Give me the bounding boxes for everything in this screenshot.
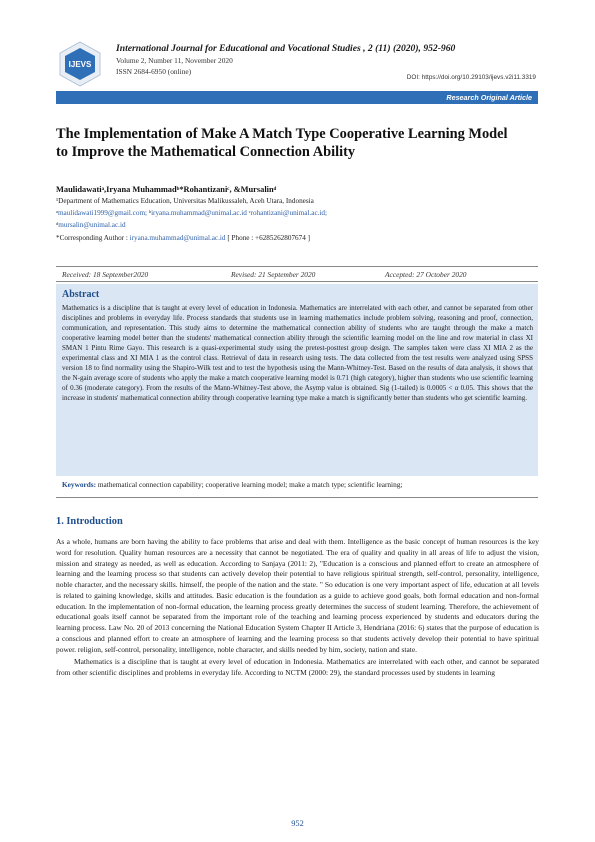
affiliation: ¹Department of Mathematics Education, Universitas Malikussaleh, Aceh Utara, Indonesia	[56, 197, 314, 205]
divider-dates	[56, 281, 538, 282]
email-c-marker: ᶜ	[246, 209, 251, 217]
paper-title-line-1: The Implementation of Make A Match Type Cooperative Learning Model	[56, 126, 508, 142]
corresponding-author	[56, 234, 310, 242]
email-a-link[interactable]: maulidawati1999@gmail.com;	[57, 209, 148, 217]
keywords	[62, 480, 533, 489]
abstract-text: Mathematics is a discipline that is taught at every level of education in Indonesia. Mathematics are interrelated with each other, and cannot be separated from other disciplines and problems in everyday life. Process standards that students use in learning mathematics include problem solving, reasoning and proof, connection, communication, and representation. This study aims to determine the mathematical connection ability of students who are taught through the make a match cooperative learning model better than the students' mathematical connection ability through the scientific learning model on the line and row material in class XI SMAN 1 Pintu Rime Gayo. This research is a quasi-experimental study using the pretest-posttest group design. The samples taken were class XI MIA 2 as the experimental class and XI MIA 1 as the control class. Retrieval of data in research using tests. The data collected from the test results were analyzed using SPSS version 18 to find normality using the Shapiro-Wilk test and to test the hypothesis using the Mann-Whitney-Test. Based on the results of data analysis, it shows that the N-gain average score of students who apply the make a match cooperative learning model is 0.71 (high category), higher than students who use scientific learning of 0.36 (moderate category). From the results of the Mann-Whitney-Test above, the Asymp value is obtained. Sig (1-tailed) is 0.0005 < α 0.05. This shows that the increase in students' mathematical connection ability through cooperative learning type make a match is significantly better than students who get scientific learning.	[62, 304, 533, 402]
keywords-label: Keywords:	[62, 480, 97, 489]
paper-title	[56, 125, 546, 161]
email-line-1	[56, 209, 327, 217]
introduction-paragraph-1: As a whole, humans are born having the ability to face problems that arise and deal with them. Intelligence as the basic concept of human resources is the key word for resolution. Quality human resources are a necessity that cannot be negotiated. The era of quality and quality in all areas of life to adjust the vision, mission and strategy as needed, as well as education. According to Sanjaya (2011: 2), "Education is a conscious and planned effort to create an atmosphere of learning and the learning process so that students can actively develop their potential to have religious spiritual strength, self-control, personality, intelligence, noble character, and the necessary skills. himself, the people of the nation and the state. " So education is one very important aspect of life, education at all levels is related to gaining knowledge, skills and attitudes. Basic education is the foundation as a guide to achieve good goals, both formal education and non-formal education. In the implementation of non-formal education, the learning process greatly determines the success of student learning. Therefore, the achievement of educational goals itself cannot be separated from the important role of the teaching and learning process experienced by students and educators during the learning process. Law No. 20 of 2013 concerning the National Education System Chapter II Article 3, Hendriana (2016: 6) states that the purpose of education is a conscious and planned effort to create an atmosphere of learning and the learning process so that students actively develop their potential to have spiritual power. religion, self-control, personality, intelligence, noble character, and skills needed by him, society, nation and state.	[56, 537, 539, 654]
keywords-text: mathematical connection capability; cooperative learning model; make a match type; scientific learning;	[96, 480, 403, 489]
divider-top	[56, 266, 538, 267]
author-list: Maulidawatiᵃ,Iryana Muhammadᵇ*Rohantizaniᶜ, &Mursalinᵈ	[56, 185, 277, 194]
email-line-2	[56, 221, 126, 229]
article-type-label: Research Original Article	[446, 92, 532, 102]
article-type-band	[56, 91, 538, 104]
email-b-link[interactable]: iryana.muhammad@unimal.ac.id	[151, 209, 247, 217]
logo-text: IJEVS	[68, 60, 92, 69]
date-accepted: Accepted: 27 October 2020	[385, 270, 467, 279]
corresponding-label: *Corresponding Author :	[56, 234, 130, 242]
corresponding-email-link[interactable]: iryana.muhammad@unimal.ac.id	[129, 234, 226, 242]
paper-title-line-2: to Improve the Mathematical Connection Ability	[56, 144, 356, 160]
email-c-link[interactable]: rohantizani@unimal.ac.id;	[250, 209, 328, 217]
email-a-marker: ᵃ	[56, 209, 58, 217]
introduction-paragraph-2: Mathematics is a discipline that is taught at every level of education in Indonesia. Mathematics are interrelated with each other, and cannot be separated from other scientific disciplines and problems in everyday life. According to NCTM (2000: 29), the standard processes used by students in learning	[56, 657, 539, 677]
section-introduction-title: 1. Introduction	[56, 516, 123, 527]
corresponding-phone: [ Phone : +6285262807674 ]	[225, 234, 311, 242]
email-b-marker: ᵇ	[147, 209, 152, 217]
journal-title: International Journal for Educational and Vocational Studies , 2 (11) (2020), 952-960	[116, 43, 456, 54]
journal-volume: Volume 2, Number 11, November 2020	[116, 56, 233, 65]
date-received: Received: 18 September2020	[62, 270, 149, 279]
introduction-body	[56, 537, 539, 679]
email-d-marker: ᵈ	[56, 221, 59, 229]
journal-issn: ISSN 2684-6950 (online)	[116, 67, 192, 76]
abstract-heading: Abstract	[62, 289, 100, 300]
divider-keywords	[56, 497, 538, 498]
date-revised: Revised: 21 September 2020	[231, 270, 316, 279]
journal-logo-icon	[56, 40, 104, 88]
email-d-link[interactable]: mursalin@unimal.ac.id	[58, 221, 126, 229]
page-number: 952	[291, 819, 304, 828]
doi-link[interactable]: DOI: https://doi.org/10.29103/ijevs.v2i11.3319	[406, 74, 536, 81]
